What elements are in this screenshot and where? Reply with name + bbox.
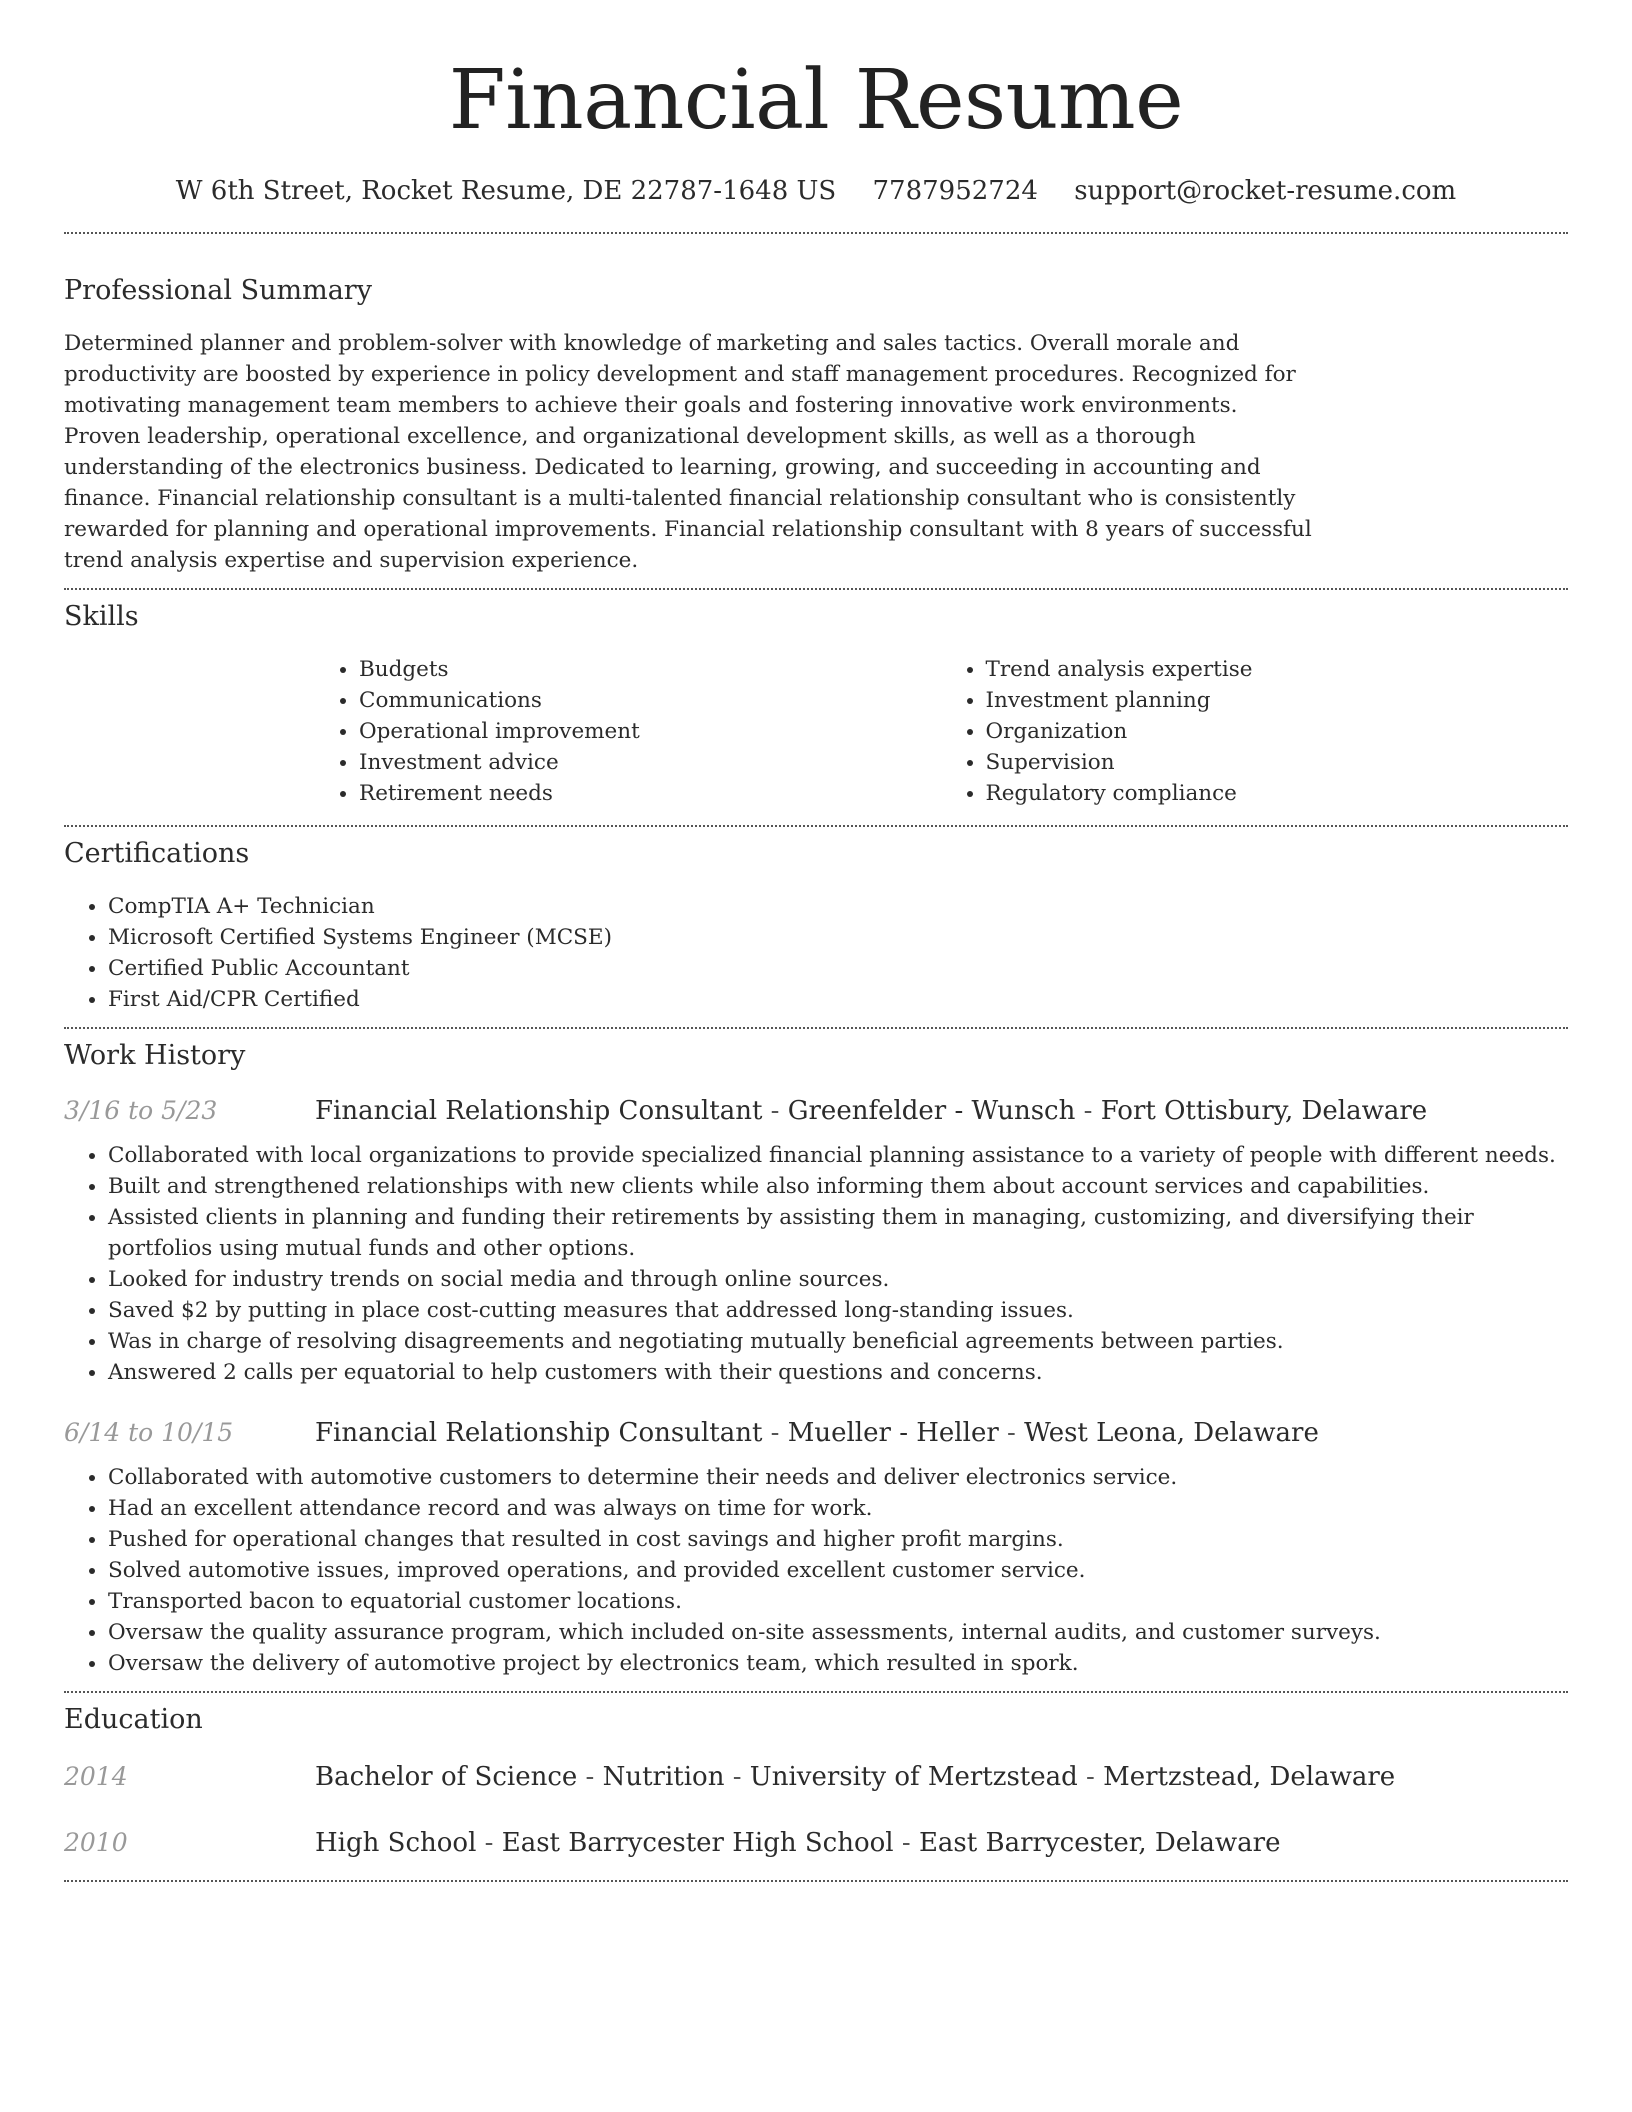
- degree: Bachelor of Science: [315, 1762, 578, 1792]
- section-title: Work History: [64, 1040, 246, 1071]
- divider: [64, 1691, 1568, 1693]
- divider: [64, 1027, 1568, 1029]
- list-item: • Supervision: [986, 747, 1569, 778]
- education-heading: [315, 1760, 1395, 1794]
- separator: -: [724, 1762, 750, 1792]
- section-title: Certifications: [64, 838, 250, 869]
- list-item: • Microsoft Certified Systems Engineer (MCSE): [108, 922, 1568, 953]
- list-item: • Pushed for operational changes that resulted in cost savings and higher profit margins.: [108, 1524, 1568, 1555]
- job-company: Mueller - Heller: [787, 1418, 999, 1448]
- list-item: • Organization: [986, 716, 1569, 747]
- job-dates: 3/16 to 5/23: [64, 1096, 218, 1125]
- school: University of Mertzstead: [749, 1762, 1078, 1792]
- phone: 7787952724: [872, 176, 1038, 206]
- list-item: • Oversaw the delivery of automotive project by electronics team, which resulted in spork.: [108, 1648, 1568, 1679]
- list-item: • Retirement needs: [359, 778, 942, 809]
- list-item: • Collaborated with automotive customers to determine their needs and deliver electronics service.: [108, 1462, 1568, 1493]
- divider: [64, 588, 1568, 590]
- separator: -: [762, 1096, 788, 1126]
- job-heading: [315, 1094, 1427, 1128]
- job-dates: 6/14 to 10/15: [64, 1418, 234, 1447]
- job-heading: [315, 1416, 1319, 1450]
- section-title: Education: [64, 1704, 203, 1735]
- list-item: • Certified Public Accountant: [108, 953, 1568, 984]
- job-bullets: [64, 1462, 1568, 1679]
- list-item: • Budgets: [359, 654, 942, 685]
- list-item: • Regulatory compliance: [986, 778, 1569, 809]
- job-title: Financial Relationship Consultant: [315, 1418, 763, 1448]
- job-entry: [64, 1094, 1568, 1128]
- field: Nutrition: [602, 1762, 725, 1792]
- list-item: • Looked for industry trends on social media and through online sources.: [108, 1264, 1568, 1295]
- separator: -: [998, 1418, 1025, 1448]
- skills-section: [64, 600, 1568, 809]
- separator: -: [762, 1418, 788, 1448]
- education-year: 2014: [64, 1762, 128, 1791]
- contact-line: [64, 174, 1568, 208]
- work-history-section: [64, 1039, 1568, 1679]
- job-entry: [64, 1416, 1568, 1450]
- list-item: • Oversaw the quality assurance program, which included on-site assessments, internal audits, and customer surveys.: [108, 1617, 1568, 1648]
- job-company: Greenfelder - Wunsch: [787, 1096, 1076, 1126]
- separator: -: [893, 1828, 919, 1858]
- section-title: Skills: [64, 601, 139, 632]
- list-item: • Had an excellent attendance record and was always on time for work.: [108, 1493, 1568, 1524]
- list-item: • Investment planning: [986, 685, 1569, 716]
- education-section: [64, 1703, 1568, 1860]
- education-entry: [64, 1826, 1568, 1860]
- address: W 6th Street, Rocket Resume, DE 22787-1648 US: [175, 176, 837, 206]
- list-item: • Was in charge of resolving disagreements and negotiating mutually beneficial agreements between parties.: [108, 1326, 1568, 1357]
- list-item: • Trend analysis expertise: [986, 654, 1569, 685]
- list-item: • Investment advice: [359, 747, 942, 778]
- email: support@rocket-resume.com: [1074, 176, 1457, 206]
- list-item: • Saved $2 by putting in place cost-cutting measures that addressed long-standing issues.: [108, 1295, 1568, 1326]
- list-item: • Assisted clients in planning and funding their retirements by assisting them in managing, customizing, and diversifying their portfolios using mutual funds and other options.: [108, 1202, 1568, 1264]
- list-item: • Answered 2 calls per equatorial to help customers with their questions and concerns.: [108, 1357, 1568, 1388]
- education-year: 2010: [64, 1828, 128, 1857]
- job-bullets: [64, 1140, 1568, 1388]
- education-location: East Barrycester, Delaware: [918, 1828, 1281, 1858]
- skills-list-right: [942, 654, 1569, 809]
- summary-section: [64, 274, 1568, 576]
- separator: -: [577, 1762, 603, 1792]
- skills-columns: [315, 654, 1568, 809]
- separator: -: [1075, 1096, 1101, 1126]
- list-item: • Transported bacon to equatorial customer locations.: [108, 1586, 1568, 1617]
- resume-title: Financial Resume: [448, 53, 1184, 148]
- certifications-list: [64, 891, 1568, 1015]
- degree: High School: [315, 1828, 477, 1858]
- list-item: • CompTIA A+ Technician: [108, 891, 1568, 922]
- separator: -: [476, 1828, 502, 1858]
- summary-text: Determined planner and problem-solver with knowledge of marketing and sales tactics. Overall morale and productivity are boosted by experience in policy development and staff management procedures. Recognized for motivating management team members to achieve their goals and fostering innovative work environments. Proven leadership, operational excellence, and organizational development skills, as well as a thorough understanding of the electronics business. Dedicated to learning, growing, and succeeding in accounting and finance. Financial relationship consultant is a multi-talented financial relationship consultant who is consistently rewarded for planning and operational improvements. Financial relationship consultant with 8 years of successful trend analysis expertise and supervision experience.: [64, 331, 1312, 573]
- list-item: • Built and strengthened relationships with new clients while also informing them about account services and capabilities.: [108, 1171, 1568, 1202]
- separator: -: [1077, 1762, 1104, 1792]
- skills-list-left: [315, 654, 942, 809]
- job-location: Fort Ottisbury, Delaware: [1100, 1096, 1428, 1126]
- education-entry: [64, 1760, 1568, 1794]
- education-location: Mertzstead, Delaware: [1103, 1762, 1396, 1792]
- job-location: West Leona, Delaware: [1024, 1418, 1319, 1448]
- certifications-section: [64, 837, 1568, 1015]
- list-item: • First Aid/CPR Certified: [108, 984, 1568, 1015]
- school: East Barrycester High School: [501, 1828, 894, 1858]
- list-item: • Solved automotive issues, improved operations, and provided excellent customer service.: [108, 1555, 1568, 1586]
- section-title: Professional Summary: [64, 275, 372, 306]
- education-heading: [315, 1826, 1281, 1860]
- resume-page: [64, 0, 1568, 1882]
- list-item: • Operational improvement: [359, 716, 942, 747]
- list-item: • Communications: [359, 685, 942, 716]
- list-item: • Collaborated with local organizations to provide specialized financial planning assistance to a variety of people with different needs.: [108, 1140, 1568, 1171]
- divider: [64, 1880, 1568, 1882]
- divider: [64, 825, 1568, 827]
- job-title: Financial Relationship Consultant: [315, 1096, 763, 1126]
- divider: [64, 232, 1568, 234]
